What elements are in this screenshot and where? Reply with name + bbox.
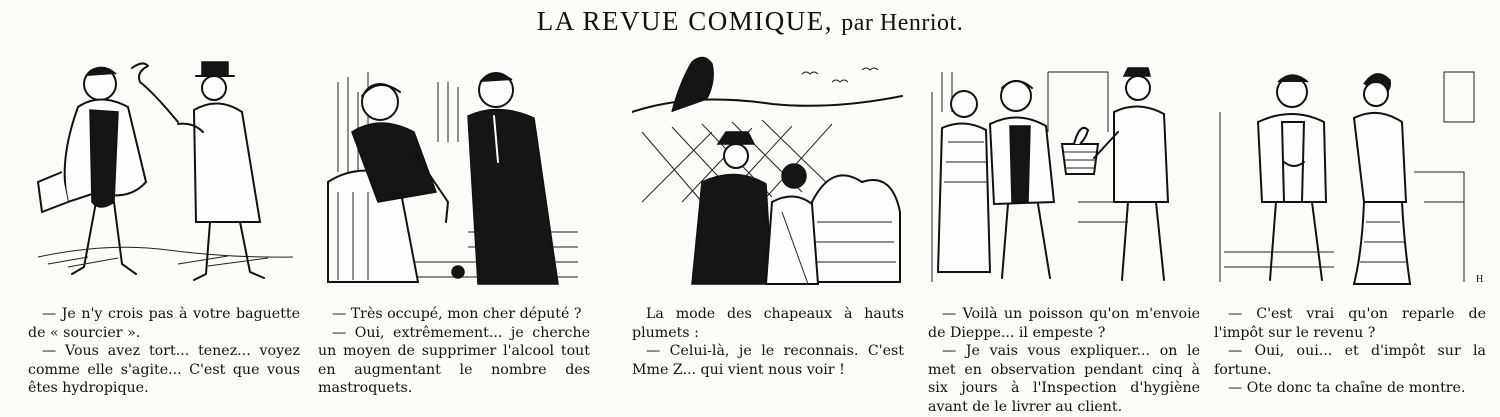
caption-2	[318, 305, 590, 398]
caption-5	[1214, 305, 1486, 398]
delivery-man-figure	[1094, 68, 1168, 280]
caption-line: — Oui, extrêmement... je cherche un moyen de supprimer l'alcool tout en augmentant le nombre des mastroquets.	[318, 324, 590, 397]
birds	[802, 68, 878, 82]
illustration-fish-basket	[928, 52, 1200, 292]
woman-figure	[766, 164, 818, 284]
caption-4	[928, 305, 1200, 417]
deputy-figure	[452, 73, 558, 284]
cartoon-panel-5	[1214, 52, 1486, 292]
dowsing-rod	[132, 63, 178, 122]
title-byline: par Henriot.	[841, 10, 964, 36]
cartoon-panel-2	[318, 52, 590, 292]
caption-line: — Ote donc ta chaîne de montre.	[1228, 380, 1466, 397]
title-main: LA REVUE COMIQUE,	[536, 6, 834, 36]
recipient-man-figure	[990, 81, 1054, 278]
illustration-hat-plume	[632, 52, 904, 292]
caption-1	[28, 305, 300, 398]
caption-line: — Je n'y crois pas à votre baguette de « sourcier ».	[28, 306, 300, 341]
cartoon-panel-4	[928, 52, 1200, 292]
old-woman-figure	[938, 91, 990, 272]
interior-background	[1220, 72, 1474, 282]
woman-figure	[1354, 74, 1410, 284]
caption-line: — Oui, oui... et d'impôt sur la fortune.	[1214, 343, 1486, 378]
artist-signature: H	[1476, 274, 1484, 285]
dowser-figure	[178, 62, 264, 280]
caption-3	[632, 305, 904, 379]
man-figure	[1258, 75, 1326, 280]
illustration-watch-chain	[1214, 52, 1486, 292]
cartoon-panel-1	[28, 52, 300, 292]
fish-basket	[1062, 128, 1098, 174]
caption-line: — Vous avez tort... tenez... voyez comme elle s'agite... C'est que vous êtes hydropique.	[28, 343, 300, 397]
man-with-hat-figure	[692, 132, 772, 284]
caption-line: — C'est vrai qu'on reparle de l'impôt sur le revenu ?	[1214, 306, 1486, 341]
illustration-dowser	[28, 52, 300, 292]
caption-line: La mode des chapeaux à hauts plumets :	[632, 306, 904, 341]
cartoon-panel-3	[632, 52, 904, 292]
ground-shading	[38, 247, 293, 267]
caption-line: — Celui-là, je le reconnais. C'est Mme Z... qui vient nous voir !	[632, 343, 904, 378]
stout-man-figure	[38, 67, 146, 274]
illustration-deputy	[318, 52, 590, 292]
caption-line: — Je vais vous expliquer... on le met en observation pendant cinq à six jours à l'Inspection d'hygiène avant de le livrer au client.	[928, 343, 1200, 415]
page-title	[0, 6, 1500, 37]
caption-line: — Très occupé, mon cher député ?	[332, 306, 582, 322]
caption-line: — Voilà un poisson qu'on m'envoie de Dieppe... il empeste ?	[928, 306, 1200, 341]
hat-plume	[672, 57, 713, 112]
